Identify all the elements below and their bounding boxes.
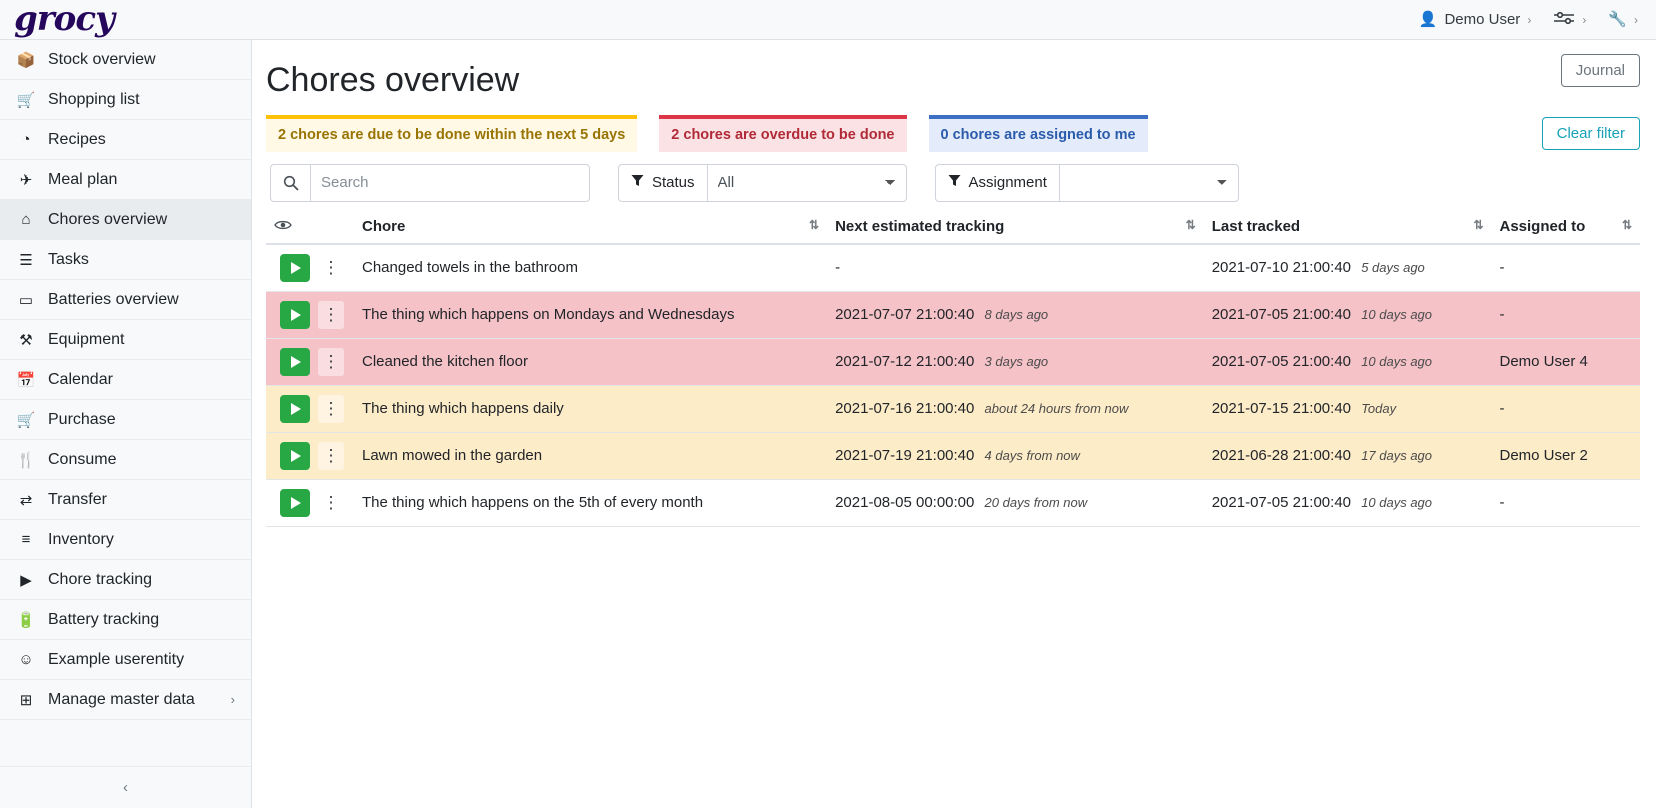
row-next-date: 2021-07-07 21:00:40 <box>835 306 975 324</box>
table-row <box>266 479 1640 526</box>
column-assigned-label: Assigned to <box>1499 217 1586 235</box>
row-menu-cell <box>312 291 354 338</box>
row-menu-button[interactable]: ⋮ <box>318 301 344 329</box>
sort-icon[interactable]: ⇅ <box>809 217 820 232</box>
row-next-relative: about 24 hours from now <box>984 401 1129 417</box>
sliders-icon <box>1553 11 1575 29</box>
row-track-cell <box>266 291 312 338</box>
tools-menu[interactable] <box>1608 12 1638 27</box>
row-last-tracked <box>1204 432 1492 479</box>
row-assigned-to: - <box>1492 479 1641 526</box>
column-last-label: Last tracked <box>1211 217 1301 235</box>
page-header <box>266 54 1640 115</box>
stat-assigned-to-me[interactable]: 0 chores are assigned to me <box>929 115 1148 152</box>
track-chore-button[interactable] <box>280 489 310 517</box>
grid-icon: ⊞ <box>19 691 33 709</box>
sidebar-item-inventory[interactable] <box>0 520 251 560</box>
row-assigned-to: - <box>1492 244 1641 292</box>
row-last-relative: 10 days ago <box>1361 495 1433 511</box>
row-chore-name: The thing which happens daily <box>354 385 827 432</box>
sidebar-item-consume[interactable] <box>0 440 251 480</box>
row-next-relative: 4 days from now <box>984 448 1080 464</box>
row-menu-button[interactable]: ⋮ <box>318 442 344 470</box>
row-chore-name: Lawn mowed in the garden <box>354 432 827 479</box>
row-track-cell <box>266 385 312 432</box>
search-group <box>270 164 590 202</box>
clear-filter-wrap <box>1542 115 1640 150</box>
column-actions <box>312 212 354 244</box>
row-menu-cell <box>312 385 354 432</box>
row-next-tracking <box>827 432 1204 479</box>
column-chore-label: Chore <box>362 217 406 235</box>
sidebar-item-label: Meal plan <box>48 170 118 188</box>
page-title: Chores overview <box>266 61 520 99</box>
sidebar-item-label: Chores overview <box>48 210 168 228</box>
row-track-cell <box>266 244 312 292</box>
row-assigned-to: Demo User 4 <box>1492 338 1641 385</box>
sidebar-item-tasks[interactable] <box>0 240 251 280</box>
sidebar <box>0 40 252 808</box>
sidebar-item-meal-plan[interactable] <box>0 160 251 200</box>
row-chore-name: Changed towels in the bathroom <box>354 244 827 292</box>
play-icon <box>291 356 301 368</box>
box-icon: 📦 <box>16 51 36 69</box>
sidebar-item-label: Shopping list <box>48 90 140 108</box>
sidebar-item-recipes[interactable] <box>0 120 251 160</box>
user-icon: 👤 <box>1418 11 1438 28</box>
top-navbar <box>0 0 1656 40</box>
play-icon <box>291 403 301 415</box>
sidebar-item-label: Batteries overview <box>48 290 179 308</box>
row-last-date: 2021-07-15 21:00:40 <box>1211 400 1352 418</box>
sidebar-item-batteries-overview[interactable] <box>0 280 251 320</box>
transfer-icon: ⇄ <box>19 491 33 509</box>
stat-due-soon[interactable]: 2 chores are due to be done within the next 5 days <box>266 115 637 152</box>
row-last-tracked <box>1204 291 1492 338</box>
row-chore-name: Cleaned the kitchen floor <box>354 338 827 385</box>
funnel-icon <box>948 174 961 191</box>
sidebar-item-label: Calendar <box>48 370 113 388</box>
sidebar-item-battery-tracking[interactable] <box>0 600 251 640</box>
sidebar-item-example-userentity[interactable] <box>0 640 251 680</box>
sidebar-item-stock-overview[interactable] <box>0 40 251 80</box>
row-next-date: - <box>835 259 841 277</box>
play-icon: ▶ <box>20 571 32 589</box>
assignment-filter-group <box>935 164 1239 202</box>
sidebar-item-label: Transfer <box>48 490 107 508</box>
column-assigned-to[interactable] <box>1492 212 1641 244</box>
row-last-relative: 5 days ago <box>1361 260 1425 276</box>
calendar-icon: 📅 <box>16 371 36 389</box>
sidebar-item-manage-master-data[interactable] <box>0 680 251 720</box>
recipe-icon: ◔ <box>21 131 31 148</box>
row-next-date: 2021-07-16 21:00:40 <box>835 400 975 418</box>
tasks-icon: ☰ <box>19 251 33 269</box>
status-filter-select[interactable] <box>707 164 907 202</box>
main-content <box>252 40 1656 808</box>
play-icon <box>291 450 301 462</box>
row-next-relative: 8 days ago <box>984 307 1049 323</box>
column-next-label: Next estimated tracking <box>835 217 1005 235</box>
sidebar-item-label: Recipes <box>48 130 106 148</box>
purchase-icon: 🛒 <box>16 411 36 429</box>
sidebar-item-label: Manage master data <box>48 690 195 708</box>
row-menu-cell <box>312 244 354 292</box>
sort-icon[interactable]: ⇅ <box>1621 217 1632 232</box>
sidebar-item-label: Equipment <box>48 330 125 348</box>
battery-tracking-icon: 🔋 <box>16 611 36 629</box>
row-next-date: 2021-07-12 21:00:40 <box>835 353 975 371</box>
row-last-tracked <box>1204 338 1492 385</box>
chevron-left-icon: ‹ <box>123 779 128 796</box>
row-menu-cell <box>312 338 354 385</box>
sidebar-item-label: Chore tracking <box>48 570 153 588</box>
sort-icon[interactable]: ⇅ <box>1185 217 1196 232</box>
chevron-right-icon: › <box>1582 12 1587 27</box>
search-icon <box>270 164 310 202</box>
row-last-relative: 17 days ago <box>1361 448 1433 464</box>
row-next-relative: 20 days from now <box>984 495 1088 511</box>
row-track-cell <box>266 338 312 385</box>
sidebar-item-chores-overview[interactable] <box>0 200 251 240</box>
track-chore-button[interactable] <box>280 348 310 376</box>
chevron-right-icon: › <box>1634 12 1638 27</box>
grocy-logo[interactable]: grocy <box>14 0 114 39</box>
row-track-cell <box>266 479 312 526</box>
settings-menu[interactable] <box>1553 11 1586 29</box>
row-last-date: 2021-07-05 21:00:40 <box>1211 306 1352 324</box>
track-chore-button[interactable] <box>280 442 310 470</box>
row-assigned-to: - <box>1492 291 1641 338</box>
row-next-tracking <box>827 385 1204 432</box>
consume-icon: 🍴 <box>16 451 36 469</box>
row-last-relative: 10 days ago <box>1361 307 1433 323</box>
column-eye[interactable] <box>266 212 312 244</box>
table-row <box>266 432 1640 479</box>
chevron-right-icon: › <box>1527 12 1532 27</box>
sidebar-item-label: Purchase <box>48 410 116 428</box>
sidebar-item-label: Consume <box>48 450 117 468</box>
play-icon <box>291 309 301 321</box>
sidebar-item-label: Example userentity <box>48 650 185 668</box>
play-icon <box>291 262 301 274</box>
sidebar-item-label: Stock overview <box>48 50 156 68</box>
status-filter-label <box>618 164 707 202</box>
sidebar-item-shopping-list[interactable] <box>0 80 251 120</box>
row-assigned-to: - <box>1492 385 1641 432</box>
row-last-tracked <box>1204 385 1492 432</box>
table-row <box>266 244 1640 292</box>
track-chore-button[interactable] <box>280 395 310 423</box>
sidebar-item-calendar[interactable] <box>0 360 251 400</box>
table-row <box>266 385 1640 432</box>
row-menu-button[interactable]: ⋮ <box>322 493 340 513</box>
stats-row <box>266 115 1640 152</box>
table-row <box>266 338 1640 385</box>
row-menu-button[interactable]: ⋮ <box>318 348 344 376</box>
equipment-icon: ⚒ <box>19 331 33 349</box>
eye-icon[interactable] <box>274 218 292 235</box>
chores-table-header <box>266 212 1640 244</box>
filters-bar <box>270 164 1640 202</box>
column-chore[interactable] <box>354 212 827 244</box>
row-menu-button[interactable]: ⋮ <box>322 258 340 278</box>
sidebar-item-label: Inventory <box>48 530 114 548</box>
sort-icon[interactable]: ⇅ <box>1473 217 1484 232</box>
table-header-row <box>266 212 1640 244</box>
cart-icon: 🛒 <box>16 91 36 109</box>
brand-logo-area[interactable] <box>0 0 252 40</box>
user-menu[interactable] <box>1419 11 1532 28</box>
chores-table-body <box>266 244 1640 527</box>
row-next-relative: 3 days ago <box>984 354 1049 370</box>
row-menu-cell <box>312 432 354 479</box>
sidebar-item-label: Tasks <box>48 250 89 268</box>
search-input[interactable] <box>310 164 590 202</box>
sidebar-item-equipment[interactable] <box>0 320 251 360</box>
table-row <box>266 291 1640 338</box>
clear-filter-button[interactable]: Clear filter <box>1542 117 1640 150</box>
row-chore-name: The thing which happens on the 5th of every month <box>354 479 827 526</box>
inventory-icon: ≡ <box>21 531 31 548</box>
row-last-date: 2021-07-10 21:00:40 <box>1211 259 1352 277</box>
sidebar-item-purchase[interactable] <box>0 400 251 440</box>
status-filter-group <box>618 164 907 202</box>
smiley-icon: ☺ <box>18 651 34 668</box>
assignment-filter-select[interactable] <box>1059 164 1239 202</box>
meal-plan-icon: ✈ <box>19 171 33 189</box>
journal-button[interactable]: Journal <box>1561 54 1640 87</box>
row-last-date: 2021-07-05 21:00:40 <box>1211 494 1352 512</box>
row-next-date: 2021-07-19 21:00:40 <box>835 447 975 465</box>
user-menu-label: Demo User <box>1444 11 1521 28</box>
assignment-filter-label <box>935 164 1059 202</box>
battery-icon: ▭ <box>18 291 34 309</box>
row-chore-name: The thing which happens on Mondays and Wednesdays <box>354 291 827 338</box>
row-last-relative: Today <box>1361 401 1397 417</box>
chores-table <box>266 212 1640 527</box>
sidebar-item-transfer[interactable] <box>0 480 251 520</box>
row-last-date: 2021-06-28 21:00:40 <box>1211 447 1352 465</box>
track-chore-button[interactable] <box>280 301 310 329</box>
row-menu-cell <box>312 479 354 526</box>
sidebar-item-label: Battery tracking <box>48 610 160 628</box>
sidebar-item-chore-tracking[interactable] <box>0 560 251 600</box>
wrench-icon: 🔧 <box>1608 11 1627 28</box>
row-next-tracking <box>827 291 1204 338</box>
row-next-tracking <box>827 244 1204 292</box>
play-icon <box>291 497 301 509</box>
row-menu-button[interactable]: ⋮ <box>318 395 344 423</box>
row-last-tracked <box>1204 479 1492 526</box>
row-next-tracking <box>827 338 1204 385</box>
row-last-date: 2021-07-05 21:00:40 <box>1211 353 1352 371</box>
status-filter-text: Status <box>652 174 695 192</box>
chevron-right-icon: › <box>230 692 235 707</box>
row-last-relative: 10 days ago <box>1361 354 1433 370</box>
topbar-actions <box>1419 11 1656 29</box>
funnel-icon <box>631 174 644 191</box>
track-chore-button[interactable] <box>280 254 310 282</box>
row-last-tracked <box>1204 244 1492 292</box>
row-next-date: 2021-08-05 00:00:00 <box>835 494 975 512</box>
row-assigned-to: Demo User 2 <box>1492 432 1641 479</box>
row-track-cell <box>266 432 312 479</box>
sidebar-collapse-toggle[interactable] <box>0 766 251 808</box>
stat-overdue[interactable]: 2 chores are overdue to be done <box>659 115 906 152</box>
row-next-tracking <box>827 479 1204 526</box>
column-next-estimated-tracking[interactable] <box>827 212 1204 244</box>
assignment-filter-text: Assignment <box>968 174 1047 192</box>
home-icon: ⌂ <box>21 211 31 228</box>
column-last-tracked[interactable] <box>1204 212 1492 244</box>
